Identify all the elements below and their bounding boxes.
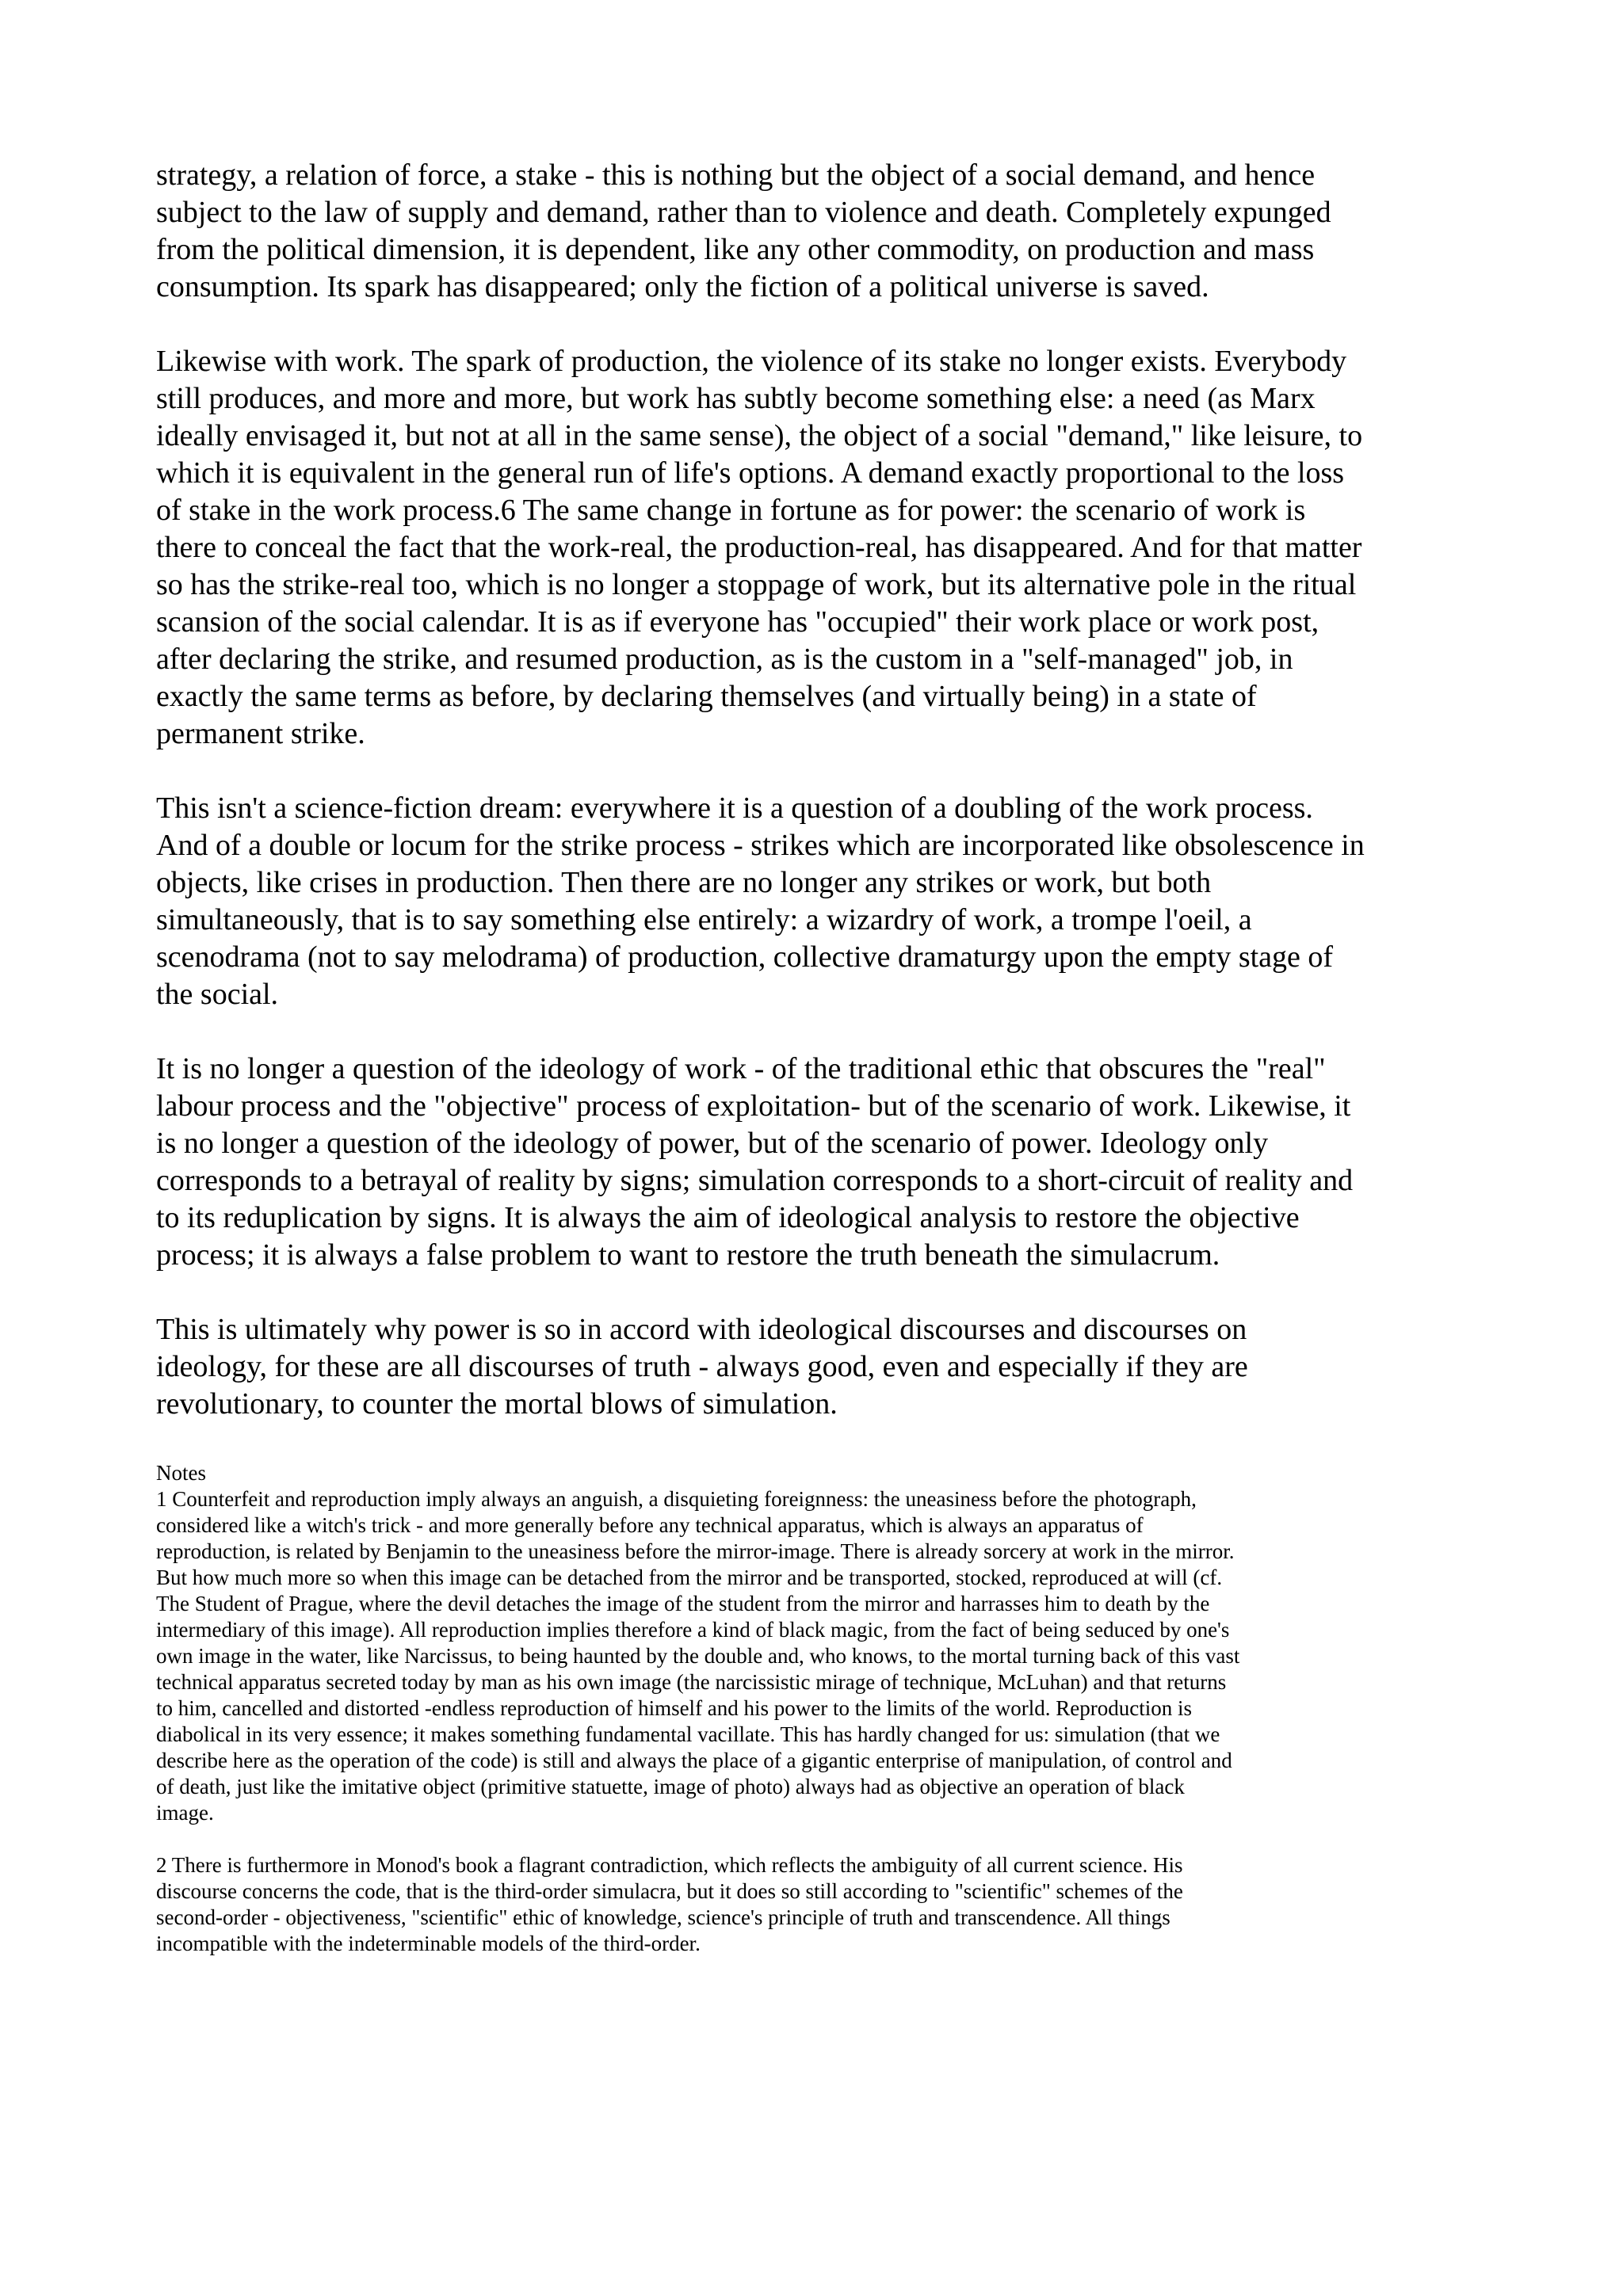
paragraph-political-fiction: strategy, a relation of force, a stake - this is nothing but the object of a social demand, and hence subject to the law of supply and demand, rather than to violence and death. Completely expunged from the political dimension, it is dependent, like any other commodity, on production and mass consumption. Its spark has disappeared; only the fiction of a political universe is saved. xyxy=(156,158,1331,303)
body-text xyxy=(156,157,1495,1423)
document-page xyxy=(156,157,1495,1983)
paragraph-power-accord: This is ultimately why power is so in accord with ideological discourses and discourses on ideology, for these are all discourses of truth - always good, even and especially if they are revolutionary, to counter the mortal blows of simulation. xyxy=(156,1313,1248,1421)
note-1: 1 Counterfeit and reproduction imply always an anguish, a disquieting foreignness: the uneasiness before the photograph, considered like a witch's trick - and more generally before any technical apparatus, which is always an apparatus of reproduction, is related by Benjamin to the uneasiness before the mirror-image. There is already sorcery at work in the mirror. But how much more so when this image can be detached from the mirror and be transported, stocked, reproduced at will (cf. The Student of Prague, where the devil detaches the image of the student from the mirror and harrasses him to death by the intermediary of this image). All reproduction implies therefore a kind of black magic, from the fact of being seduced by one's own image in the water, like Narcissus, to being haunted by the double and, who knows, to the mortal turning back of this vast technical apparatus secreted today by man as his own image (the narcissistic mirage of technique, McLuhan) and that returns to him, cancelled and distorted -endless reproduction of himself and his power to the limits of the world. Reproduction is diabolical in its very essence; it makes something fundamental vacillate. This has hardly changed for us: simulation (that we describe here as the operation of the code) is still and always the place of a gigantic enterprise of manipulation, of control and of death, just like the imitative object (primitive statuette, image of photo) always had as objective an operation of black image. xyxy=(156,1487,1240,1825)
paragraph-ideology: It is no longer a question of the ideology of work - of the traditional ethic that obscures the "real" labour process and the "objective" process of exploitation- but of the scenario of work. Likewise, it is no longer a question of the ideology of power, but of the scenario of power. Ideology only corresponds to a betrayal of reality by signs; simulation corresponds to a short-circuit of reality and to its reduplication by signs. It is always the aim of ideological analysis to restore the objective process; it is always a false problem to want to restore the truth beneath the simulacrum. xyxy=(156,1052,1354,1272)
notes-section xyxy=(156,1460,1495,1957)
paragraph-science-fiction: This isn't a science-fiction dream: everywhere it is a question of a doubling of the work process. And of a double or locum for the strike process - strikes which are incorporated like obsolescence in objects, like crises in production. Then there are no longer any strikes or work, but both simultaneously, that is to say something else entirely: a wizardry of work, a trompe l'oeil, a scenodrama (not to say melodrama) of production, collective dramaturgy upon the empty stage of the social. xyxy=(156,791,1365,1011)
notes-heading: Notes xyxy=(156,1461,206,1485)
note-2: 2 There is furthermore in Monod's book a flagrant contradiction, which reflects the ambiguity of all current science. His discourse concerns the code, that is the third-order simulacra, but it does so still according to "scientific" schemes of the second-order - objectiveness, "scientific" ethic of knowledge, science's principle of truth and transcendence. All things incompatible with the indeterminable models of the third-order. xyxy=(156,1853,1183,1955)
paragraph-work: Likewise with work. The spark of production, the violence of its stake no longer exists. Everybody still produces, and more and more, but work has subtly become something else: a need (as Marx ideally envisaged it, but not at all in the same sense), the object of a social "demand," like leisure, to which it is equivalent in the general run of life's options. A demand exactly proportional to the loss of stake in the work process.6 The same change in fortune as for power: the scenario of work is there to conceal the fact that the work-real, the production-real, has disappeared. And for that matter so has the strike-real too, which is no longer a stoppage of work, but its alternative pole in the ritual scansion of the social calendar. It is as if everyone has "occupied" their work place or work post, after declaring the strike, and resumed production, as is the custom in a "self-managed" job, in exactly the same terms as before, by declaring themselves (and virtually being) in a state of permanent strike. xyxy=(156,345,1363,750)
